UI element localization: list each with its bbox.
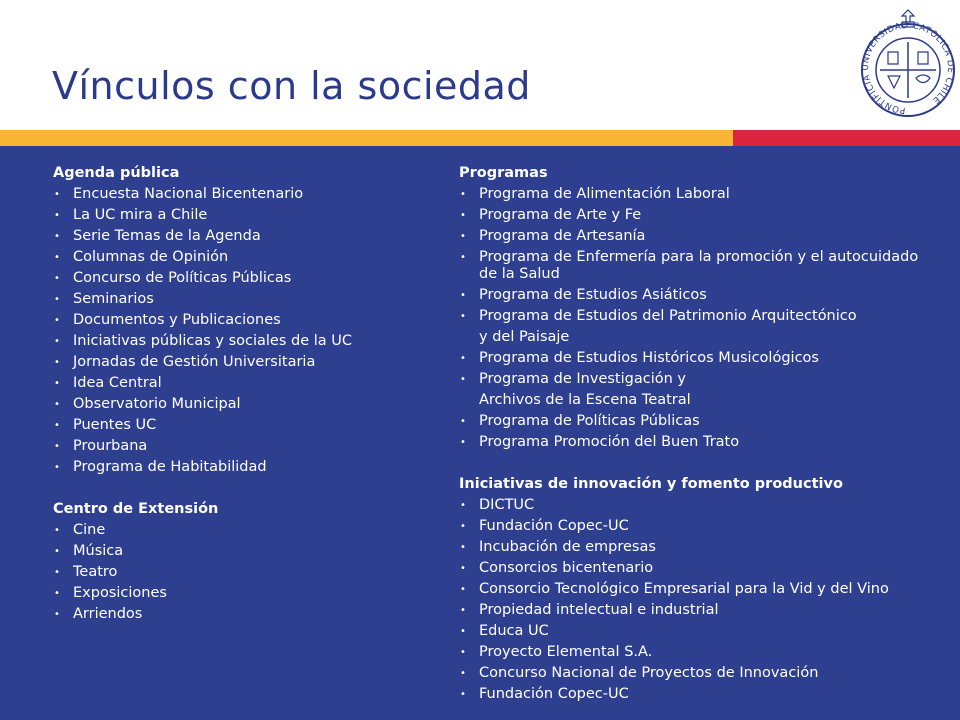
list-item: • Programa de Habitabilidad xyxy=(53,457,443,478)
svg-text:PONTIFICIA UNIVERSIDAD CATOLIC: PONTIFICIA UNIVERSIDAD CATOLICA DE CHILE xyxy=(860,20,956,115)
slide-header xyxy=(0,0,960,130)
list-item: • Incubación de empresas xyxy=(459,537,939,558)
list-item: • Programa Promoción del Buen Trato xyxy=(459,432,939,453)
list-item: • Prourbana xyxy=(53,436,443,457)
list-item: • Observatorio Municipal xyxy=(53,394,443,415)
list-item: • Programa de Estudios Históricos Musicológicos xyxy=(459,348,939,369)
university-seal-icon xyxy=(858,8,958,120)
list-item: • Fundación Copec-UC xyxy=(459,684,939,705)
extension-heading: Centro de Extensión xyxy=(53,501,219,517)
list-item: • Arriendos xyxy=(53,604,443,625)
list-item: • Consorcio Tecnológico Empresarial para la Vid y del Vino xyxy=(459,579,939,600)
innovacion-heading: Iniciativas de innovación y fomento productivo xyxy=(459,476,843,492)
programas-list xyxy=(459,184,939,453)
list-item: • Programa de Arte y Fe xyxy=(459,205,939,226)
content-panel xyxy=(0,146,960,720)
section-gap xyxy=(53,478,443,499)
list-item: • Programa de Estudios Asiáticos xyxy=(459,285,939,306)
list-item: • Proyecto Elemental S.A. xyxy=(459,642,939,663)
innovacion-list xyxy=(459,495,939,705)
list-item: • Programa de Políticas Públicas xyxy=(459,411,939,432)
list-item: • Exposiciones xyxy=(53,583,443,604)
section-gap xyxy=(459,453,939,474)
list-item: • Programa de Estudios del Patrimonio Arquitectónico xyxy=(459,306,939,327)
list-item-continuation: Archivos de la Escena Teatral xyxy=(479,392,691,408)
list-item: • Jornadas de Gestión Universitaria xyxy=(53,352,443,373)
list-item: • Teatro xyxy=(53,562,443,583)
agenda-list xyxy=(53,184,443,478)
list-item: • Consorcios bicentenario xyxy=(459,558,939,579)
extension-list xyxy=(53,520,443,625)
list-item: • Puentes UC xyxy=(53,415,443,436)
list-item: • DICTUC xyxy=(459,495,939,516)
list-item: • Concurso Nacional de Proyectos de Innovación xyxy=(459,663,939,684)
accent-stripe-yellow xyxy=(0,130,733,146)
right-column xyxy=(459,163,939,705)
list-item: • Iniciativas públicas y sociales de la UC xyxy=(53,331,443,352)
left-column xyxy=(53,163,443,625)
list-item: • Encuesta Nacional Bicentenario xyxy=(53,184,443,205)
list-item: • Programa de Artesanía xyxy=(459,226,939,247)
list-item: • Propiedad intelectual e industrial xyxy=(459,600,939,621)
list-item-continuation: y del Paisaje xyxy=(479,329,570,345)
list-item: • La UC mira a Chile xyxy=(53,205,443,226)
accent-stripe-red xyxy=(733,130,960,146)
list-item: • Educa UC xyxy=(459,621,939,642)
list-item: • Cine xyxy=(53,520,443,541)
list-item: • Programa de Enfermería para la promoción y el autocuidado de la Salud xyxy=(459,247,939,285)
list-item: • Serie Temas de la Agenda xyxy=(53,226,443,247)
list-item: • Música xyxy=(53,541,443,562)
agenda-heading: Agenda pública xyxy=(53,165,180,181)
list-item: • Programa de Investigación y xyxy=(459,369,939,390)
list-item: • Fundación Copec-UC xyxy=(459,516,939,537)
programas-heading: Programas xyxy=(459,165,548,181)
list-item: • Seminarios xyxy=(53,289,443,310)
list-item: • Columnas de Opinión xyxy=(53,247,443,268)
list-item: • Programa de Alimentación Laboral xyxy=(459,184,939,205)
slide-title: Vínculos con la sociedad xyxy=(52,64,531,108)
list-item: • Idea Central xyxy=(53,373,443,394)
list-item: • Concurso de Políticas Públicas xyxy=(53,268,443,289)
list-item: • Documentos y Publicaciones xyxy=(53,310,443,331)
